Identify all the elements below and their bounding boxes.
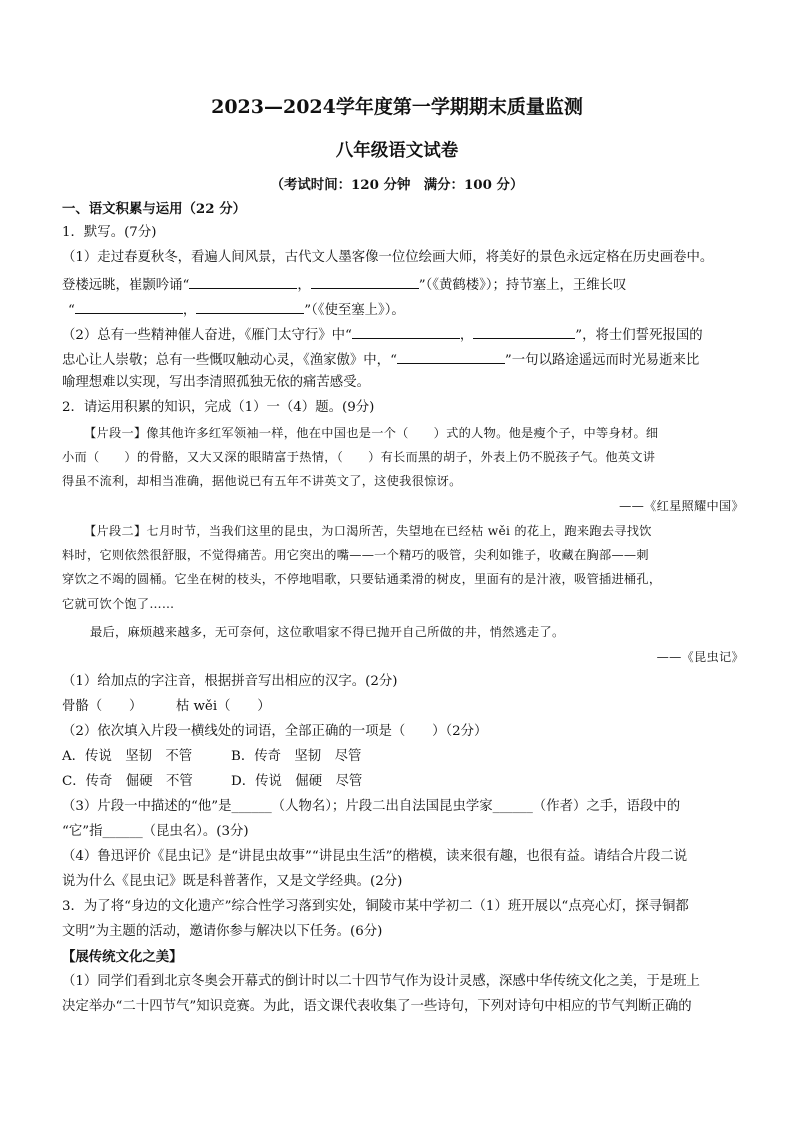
q3-part1-line1: （1）同学们看到北京冬奥会开幕式的倒计时以二十四节气作为设计灵感，深感中华传统文化之美，于是班上 xyxy=(62,974,700,989)
fragment2-line3: 穿饮之不竭的圆桶。它坐在树的枝头，不停地唱歌，只要钻通柔滑的树皮，里面有的是汁液，吸管插进桶孔， xyxy=(62,572,662,586)
answer-blank[interactable] xyxy=(311,274,419,289)
text: ， xyxy=(459,328,474,343)
q1-part2-line2 xyxy=(62,349,699,370)
q1-part2-line3: 喻理想难以实现，写出李清照孤独无依的痛苦感受。 xyxy=(62,375,370,390)
q2-sub3-line2: “它”指______（昆虫名）。(3分) xyxy=(62,824,249,839)
q2-sub4-line1: （4）鲁迅评价《昆虫记》是“讲昆虫故事”“讲昆虫生活”的楷模，读来很有趣，也很有益。请结合片段二说 xyxy=(62,849,688,864)
q1-part1-line3 xyxy=(68,299,405,320)
q2-sub1-answer: 骨骼（ ） 枯 wěi（ ） xyxy=(62,699,271,714)
fragment2-source: ——《昆虫记》 xyxy=(656,650,744,664)
answer-blank[interactable] xyxy=(196,299,304,314)
fragment1-line1: 【片段一】像其他许多红军领袖一样，他在中国也是一个（ ）式的人物。他是瘦个子，中等身材。细 xyxy=(84,426,659,440)
q2-heading: 2．请运用积累的知识，完成（1）一（4）题。(9分) xyxy=(62,400,375,415)
fragment2-line5: 最后，麻烦越来越多，无可奈何，这位歌唱家不得已抛开自己所做的井，悄然逃走了。 xyxy=(90,625,565,639)
q1-part2-line1 xyxy=(62,324,703,345)
text: 忠心让人崇敬；总有一些慨叹触动心灵，《渔家傲》中，“ xyxy=(62,353,397,368)
q3-part1-line2: 决定举办“二十四节气”知识竞赛。为此，语文课代表收集了一些诗句，下列对诗句中相应的节气判断正确的 xyxy=(62,999,692,1014)
exam-subtitle: 八年级语文试卷 xyxy=(335,141,459,161)
answer-blank[interactable] xyxy=(352,324,460,339)
option-b[interactable]: B．传奇 坚韧 尽管 xyxy=(231,749,362,764)
exam-title: 2023—2024学年度第一学期期末质量监测 xyxy=(211,96,583,118)
text: ”一句以路途遥远而时光易逝来比 xyxy=(504,353,700,368)
q2-sub3-line1: （3）片段一中描述的“他”是______（人物名）；片段二出自法国昆虫学家______（作者）之手，语段中的 xyxy=(62,799,681,814)
fragment2-line4: 它就可饮个饱了…… xyxy=(62,597,175,611)
text: ”（《黄鹤楼》）；持节塞上，王维长叹 xyxy=(418,278,627,293)
text: ”（《使至塞上》）。 xyxy=(304,303,405,318)
q2-sub4-line2: 说为什么《昆虫记》既是科普著作，又是文学经典。(2分) xyxy=(62,874,403,889)
q2-sub2: （2）依次填入片段一横线处的词语，全部正确的一项是（ ）（2分） xyxy=(62,724,488,739)
answer-blank[interactable] xyxy=(397,349,505,364)
text: （2）总有一些精神催人奋进，《雁门太守行》中“ xyxy=(62,328,352,343)
answer-blank[interactable] xyxy=(75,299,183,314)
text: “ xyxy=(68,303,75,318)
answer-blank[interactable] xyxy=(473,324,575,339)
q1-part1-line1: （1）走过春夏秋冬，看遍人间风景，古代文人墨客像一位位绘画大师，将美好的景色永远定格在历史画卷中。 xyxy=(62,250,714,265)
fragment1-line2: 小而（ ）的骨骼，又大又深的眼睛富于热情，（ ）有长而黑的胡子，外表上仍不脱孩子气。他英文讲 xyxy=(62,450,656,464)
exam-info: （考试时间：120 分钟 满分：100 分） xyxy=(270,177,524,193)
q3-task-heading: 【展传统文化之美】 xyxy=(62,949,183,965)
q2-sub1: （1）给加点的字注音，根据拼音写出相应的汉字。(2分) xyxy=(62,674,398,689)
fragment2-line2: 料时，它则依然很舒服，不觉得痛苦。用它突出的嘴——一个精巧的吸管，尖利如锥子，收藏在胸部——刺 xyxy=(62,548,649,562)
text: ， xyxy=(297,278,311,293)
text: 登楼远眺，崔颢吟诵“ xyxy=(62,278,190,293)
q3-heading-line1: 3．为了将“身边的文化遗产”综合性学习落到实处，铜陵市某中学初二（1）班开展以“点亮心灯，探寻铜都 xyxy=(62,899,689,914)
text: ”，将士们誓死报国的 xyxy=(575,328,703,343)
text: ， xyxy=(182,303,197,318)
fragment1-line3: 得虽不流利，却相当准确，据他说已有五年不讲英文了，这使我很惊讶。 xyxy=(62,474,462,488)
fragment2-line1: 【片段二】七月时节，当我们这里的昆虫，为口渴所苦，失望地在已经枯 wěi 的花上，跑来跑去寻找饮 xyxy=(84,524,652,538)
q3-heading-line2: 文明”为主题的活动，邀请你参与解决以下任务。(6分) xyxy=(62,924,383,939)
answer-blank[interactable] xyxy=(189,274,297,289)
q1-heading: 1．默写。(7分) xyxy=(62,225,157,240)
option-a[interactable]: A．传说 坚韧 不管 xyxy=(62,749,193,764)
fragment1-source: ——《红星照耀中国》 xyxy=(619,499,744,513)
section-heading: 一、语文积累与运用（22 分） xyxy=(62,201,246,217)
option-c[interactable]: C．传奇 倔硬 不管 xyxy=(62,774,193,789)
option-d[interactable]: D．传说 倔硬 尽管 xyxy=(231,774,363,789)
q1-part1-line2 xyxy=(62,274,626,295)
